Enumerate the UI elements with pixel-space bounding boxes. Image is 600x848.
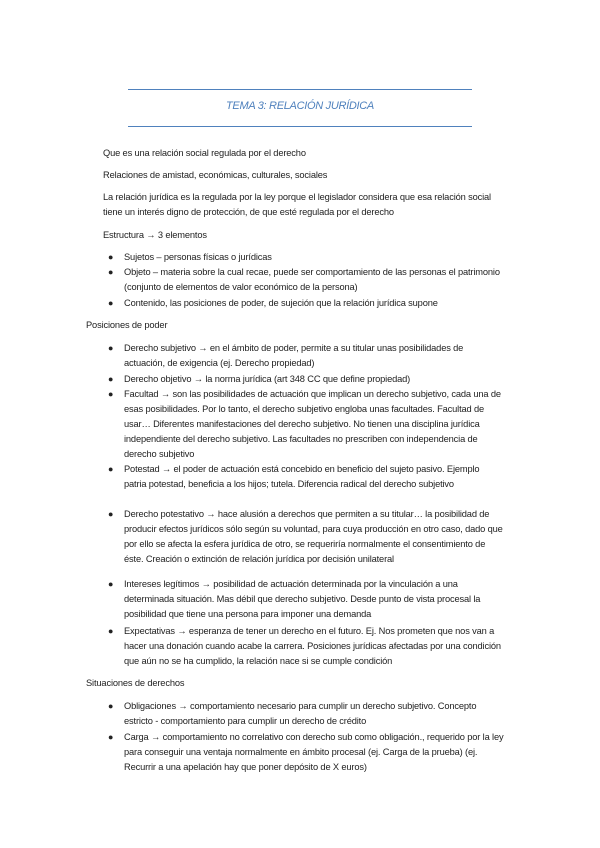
bullet-icon: ● <box>108 298 114 308</box>
list-item-text: Derecho potestativo → hace alusión a derechos que permiten a su titular… la posibilidad de producir efectos jurídicos sólo según su voluntad, para cuya producción en otro caso, dado que por ello se afecta la esfera jurídica de otro, se requeriría normalmente el consentimiento de éste. Creación o extinción de relación jurídica por decisión unilateral <box>124 509 503 564</box>
title-rule-bottom <box>128 126 472 127</box>
list-item <box>108 699 504 729</box>
list-item-text: Derecho subjetivo → en el ámbito de poder, permite a su titular unas posibilidades de actuación, de exigencia (ej. Derecho propiedad) <box>124 343 464 368</box>
list-item <box>108 387 504 462</box>
list-item <box>108 577 504 622</box>
list-item-text: Facultad → son las posibilidades de actuación que implican un derecho subjetivo, cada una de esas posibilidades. Por lo tanto, el derecho subjetivo engloba unas facultades. Facultad de usar… Diferentes manifestaciones del derecho subjetivo. No tienen una disciplina jurídica independiente del derecho subjetivo. Las facultades no prescriben con independencia de derecho subjetivo <box>124 389 501 459</box>
title-rule-top <box>128 89 472 90</box>
bullet-icon: ● <box>108 626 114 636</box>
bullet-icon: ● <box>108 343 114 353</box>
intro-definition: La relación jurídica es la regulada por la ley porque el legislador considera que esa relación social tiene un interés digno de protección, de que esté regulada por el derecho <box>103 192 491 217</box>
bullet-icon: ● <box>108 374 114 384</box>
list-item-text: Objeto – materia sobre la cual recae, puede ser comportamiento de las personas el patrimonio (conjunto de elementos de valor económico de la persona) <box>124 267 500 292</box>
bullet-icon: ● <box>108 701 114 711</box>
intro-question: Que es una relación social regulada por el derecho <box>103 148 306 158</box>
bullet-icon: ● <box>108 509 114 519</box>
list-item-text: Obligaciones → comportamiento necesario para cumplir un derecho subjetivo. Concepto estricto - comportamiento para cumplir un derecho de crédito <box>124 701 477 726</box>
list-item-text: Derecho objetivo → la norma jurídica (art 348 CC que define propiedad) <box>124 374 411 384</box>
list-item <box>108 462 504 492</box>
section-heading-duties: Situaciones de derechos <box>86 678 185 688</box>
intro-relations: Relaciones de amistad, económicas, culturales, sociales <box>103 170 328 180</box>
list-item <box>108 296 504 311</box>
intro-structure: Estructura → 3 elementos <box>103 230 207 240</box>
bullet-icon: ● <box>108 464 114 474</box>
list-item-text: Sujetos – personas físicas o jurídicas <box>124 252 272 262</box>
list-item <box>108 372 504 387</box>
list-item <box>108 265 504 295</box>
section-heading-power: Posiciones de poder <box>86 320 168 330</box>
list-item-text: Carga → comportamiento no correlativo con derecho sub como obligación., requerido por la ley para conseguir una ventaja normalmente en ámbito procesal (ej. Carga de la prueba) (ej. Recurrir a una apelación hay que poner depósito de X euros) <box>124 732 504 772</box>
page-title: TEMA 3: RELACIÓN JURÍDICA <box>226 100 374 112</box>
bullet-icon: ● <box>108 579 114 589</box>
bullet-icon: ● <box>108 389 114 399</box>
list-item-text: Expectativas → esperanza de tener un derecho en el futuro. Ej. Nos prometen que nos van a hacer una donación cuando acabe la carrera. Posiciones jurídicas afectadas por una condición que aún no se ha cumplido, la relación nace si se cumple condición <box>124 626 501 666</box>
bullet-icon: ● <box>108 252 114 262</box>
list-item-text: Intereses legítimos → posibilidad de actuación determinada por la vinculación a una determinada situación. Mas débil que derecho subjetivo. Desde punto de vista procesal la posibilidad que tiene una persona para imponer una demanda <box>124 579 481 619</box>
list-item <box>108 624 504 669</box>
list-item <box>108 730 504 775</box>
bullet-icon: ● <box>108 267 114 277</box>
list-item-text: Contenido, las posiciones de poder, de sujeción que la relación jurídica supone <box>124 298 438 308</box>
list-item <box>108 341 504 371</box>
list-item-text: Potestad → el poder de actuación está concebido en beneficio del sujeto pasivo. Ejemplo patria potestad, beneficia a los hijos; tutela. Diferencia radical del derecho subjetivo <box>124 464 480 489</box>
bullet-icon: ● <box>108 732 114 742</box>
list-item <box>108 507 504 567</box>
list-item <box>108 250 504 265</box>
